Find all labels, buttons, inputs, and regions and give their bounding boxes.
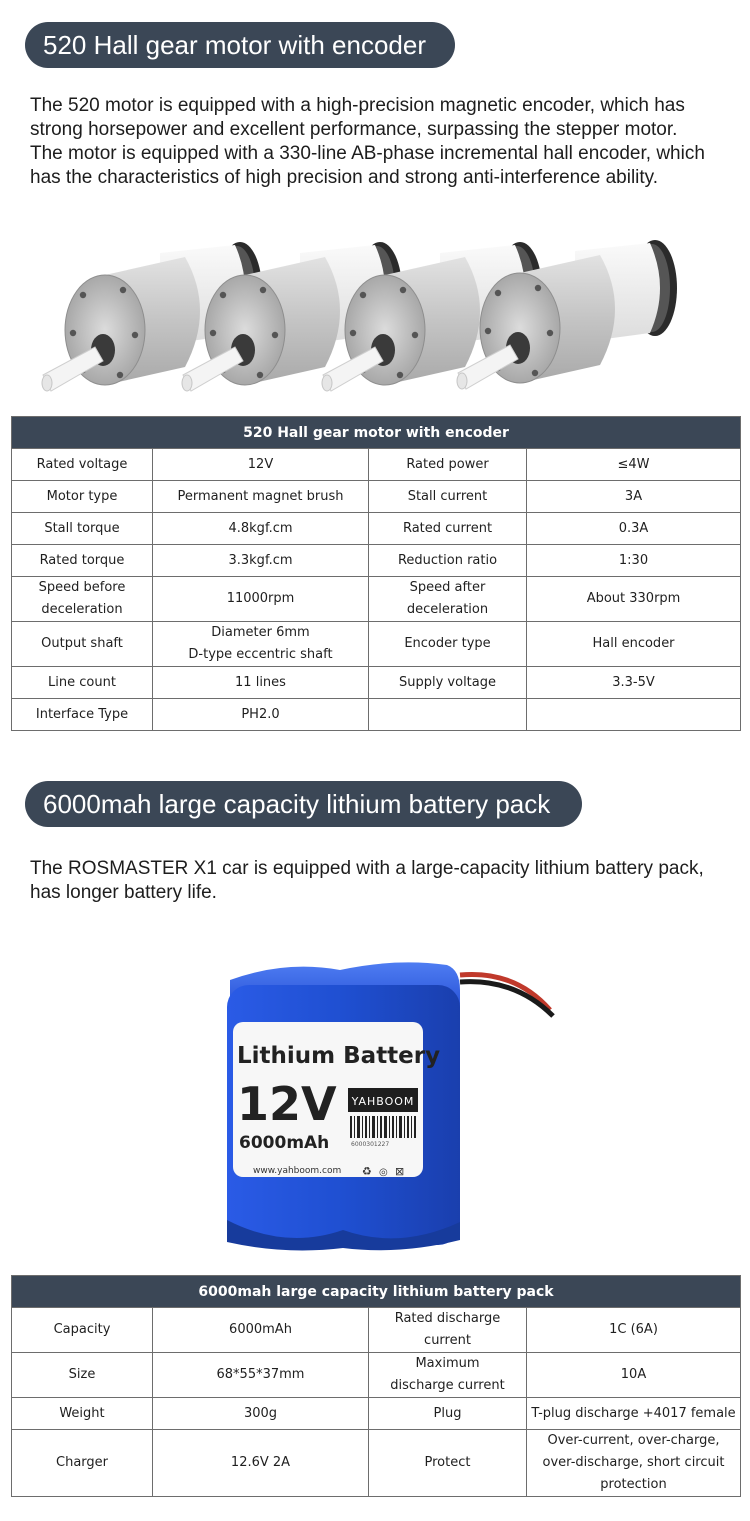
spec-value: 6000mAh	[153, 1308, 369, 1353]
spec-value: 10A	[527, 1353, 741, 1398]
spec-value: About 330rpm	[527, 577, 741, 622]
battery-section-heading: 6000mah large capacity lithium battery pack	[25, 781, 582, 827]
battery-spec-table	[11, 1275, 741, 1497]
spec-label: Speed after deceleration	[369, 577, 527, 622]
table-row	[12, 622, 741, 667]
spec-label: Plug	[369, 1398, 527, 1430]
spec-label	[369, 699, 527, 731]
spec-label-line: deceleration	[41, 602, 123, 617]
compliance-icon: ◎	[379, 1167, 388, 1178]
spec-value: 68*55*37mm	[153, 1353, 369, 1398]
table-row	[12, 577, 741, 622]
spec-label: Output shaft	[12, 622, 153, 667]
motors-illustration	[40, 215, 720, 405]
spec-label: Interface Type	[12, 699, 153, 731]
table-row	[12, 1308, 741, 1353]
table-row	[12, 1430, 741, 1497]
spec-value: 11 lines	[153, 667, 369, 699]
spec-value	[153, 622, 369, 667]
table-row	[12, 481, 741, 513]
battery-image	[215, 950, 560, 1255]
table-row	[12, 699, 741, 731]
spec-label	[369, 1353, 527, 1398]
spec-label: Weight	[12, 1398, 153, 1430]
motors-image	[40, 215, 720, 405]
table-row	[12, 1353, 741, 1398]
battery-description-line: has longer battery life.	[30, 882, 217, 903]
spec-label: Stall torque	[12, 513, 153, 545]
spec-label-line: Maximum	[415, 1356, 480, 1371]
spec-value-line: protection	[600, 1477, 667, 1492]
table-header-row	[12, 417, 741, 449]
table-row	[12, 545, 741, 577]
battery-description	[30, 857, 745, 905]
recycle-icon: ♻	[362, 1165, 372, 1178]
spec-value: 3.3kgf.cm	[153, 545, 369, 577]
spec-value: 12.6V 2A	[153, 1430, 369, 1497]
spec-value-line: over-discharge, short circuit	[542, 1455, 725, 1470]
table-row	[12, 513, 741, 545]
spec-label: Reduction ratio	[369, 545, 527, 577]
spec-value	[527, 1430, 741, 1497]
spec-label: Protect	[369, 1430, 527, 1497]
spec-value: 300g	[153, 1398, 369, 1430]
spec-value	[527, 699, 741, 731]
spec-value: 1:30	[527, 545, 741, 577]
table-row	[12, 449, 741, 481]
motor-description	[30, 94, 745, 190]
spec-value: ≤4W	[527, 449, 741, 481]
spec-label-line: Speed before	[38, 580, 126, 595]
motor-description-line: has the characteristics of high precision and strong anti-interference ability.	[30, 167, 659, 188]
spec-value: PH2.0	[153, 699, 369, 731]
table-row	[12, 667, 741, 699]
motor-table-title: 520 Hall gear motor with encoder	[12, 417, 741, 449]
spec-label: Charger	[12, 1430, 153, 1497]
spec-value-line: D-type eccentric shaft	[188, 647, 333, 662]
spec-label: Motor type	[12, 481, 153, 513]
spec-label	[12, 577, 153, 622]
battery-label-capacity: 6000mAh	[239, 1133, 330, 1153]
battery-serial: 6000301227	[351, 1141, 390, 1148]
spec-label: Rated torque	[12, 545, 153, 577]
battery-website: www.yahboom.com	[253, 1166, 342, 1176]
spec-label: Line count	[12, 667, 153, 699]
spec-value: Permanent magnet brush	[153, 481, 369, 513]
spec-value-line: Over-current, over-charge,	[547, 1433, 720, 1448]
spec-label: Supply voltage	[369, 667, 527, 699]
spec-value: 12V	[153, 449, 369, 481]
spec-value: T-plug discharge +4017 female	[527, 1398, 741, 1430]
spec-value: 11000rpm	[153, 577, 369, 622]
spec-label: Rated current	[369, 513, 527, 545]
spec-label-line: discharge current	[390, 1378, 505, 1393]
table-row	[12, 1398, 741, 1430]
spec-value: 0.3A	[527, 513, 741, 545]
spec-label: Rated discharge current	[369, 1308, 527, 1353]
spec-value: 4.8kgf.cm	[153, 513, 369, 545]
spec-label: Size	[12, 1353, 153, 1398]
motor-section-heading: 520 Hall gear motor with encoder	[25, 22, 455, 68]
spec-label: Capacity	[12, 1308, 153, 1353]
spec-label: Stall current	[369, 481, 527, 513]
spec-value-line: Diameter 6mm	[211, 625, 310, 640]
battery-brand: YAHBOOM	[351, 1095, 415, 1108]
table-header-row	[12, 1276, 741, 1308]
spec-label: Rated voltage	[12, 449, 153, 481]
motor-description-line: The motor is equipped with a 330-line AB-phase incremental hall encoder, which	[30, 143, 705, 164]
spec-label: Encoder type	[369, 622, 527, 667]
no-dispose-bin-icon: ⊠	[395, 1165, 405, 1178]
spec-value: 3.3-5V	[527, 667, 741, 699]
spec-label: Rated power	[369, 449, 527, 481]
battery-illustration	[215, 950, 560, 1255]
spec-value: 1C (6A)	[527, 1308, 741, 1353]
battery-table-title: 6000mah large capacity lithium battery pack	[12, 1276, 741, 1308]
battery-label-title: Lithium Battery	[237, 1043, 441, 1069]
motor-description-line: strong horsepower and excellent performance, surpassing the stepper motor.	[30, 119, 678, 140]
spec-value: Hall encoder	[527, 622, 741, 667]
battery-description-line: The ROSMASTER X1 car is equipped with a large-capacity lithium battery pack,	[30, 858, 704, 879]
motor-spec-table	[11, 416, 741, 731]
spec-value: 3A	[527, 481, 741, 513]
battery-label-voltage: 12V	[237, 1077, 337, 1131]
motor-description-line: The 520 motor is equipped with a high-precision magnetic encoder, which has	[30, 95, 685, 116]
